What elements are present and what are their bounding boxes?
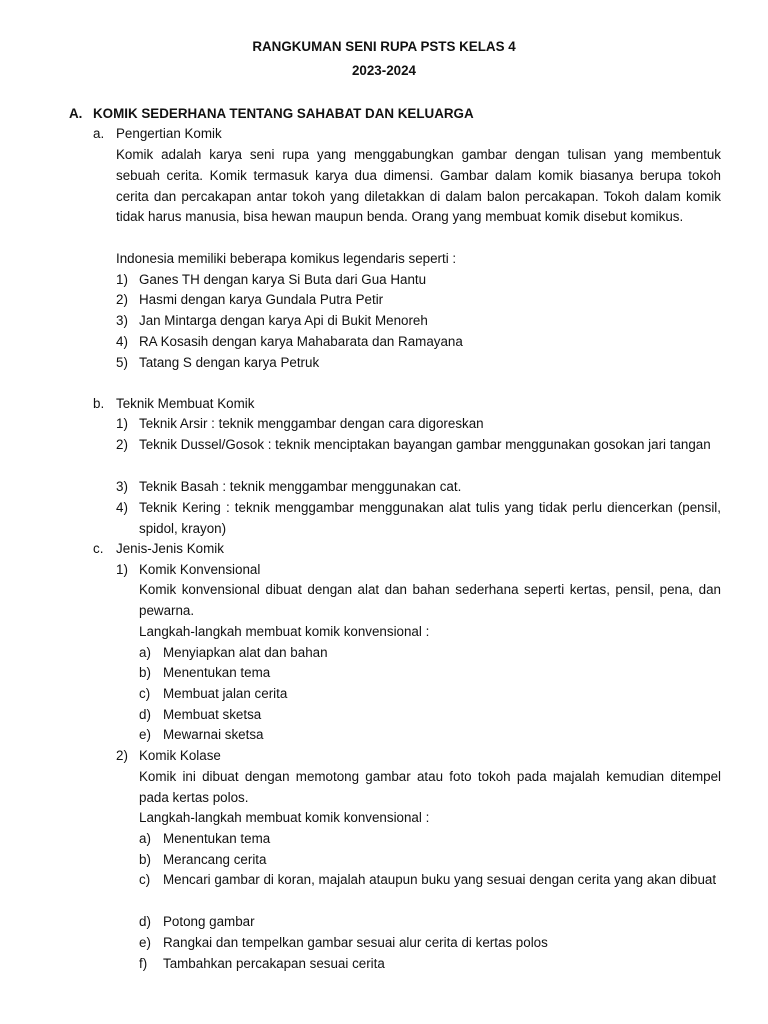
comic-type-heading: Komik Kolase bbox=[139, 748, 221, 763]
step-item: Menentukan tema bbox=[163, 665, 271, 680]
document-title: RANGKUMAN SENI RUPA PSTS KELAS 4 bbox=[252, 39, 516, 54]
sub-c-heading: Jenis-Jenis Komik bbox=[116, 541, 224, 556]
comic-artist-item: Tatang S dengan karya Petruk bbox=[139, 355, 320, 370]
step-item: Menyiapkan alat dan bahan bbox=[163, 645, 328, 660]
comic-type-heading: Komik Konvensional bbox=[139, 562, 261, 577]
comic-type-paragraph: Komik ini dibuat dengan memotong gambar atau foto tokoh pada majalah kemudian ditempel pada kertas polos. bbox=[139, 769, 721, 805]
technique-marker: 4) bbox=[116, 500, 128, 515]
comic-artist-marker: 5) bbox=[116, 355, 128, 370]
comic-type-marker: 2) bbox=[116, 748, 128, 763]
step-marker: b) bbox=[139, 665, 151, 680]
comic-artist-marker: 3) bbox=[116, 313, 128, 328]
step-marker: e) bbox=[139, 727, 151, 742]
technique-marker: 2) bbox=[116, 437, 128, 452]
document-year: 2023-2024 bbox=[351, 63, 417, 78]
comic-type-paragraph: Komik konvensional dibuat dengan alat dan bahan sederhana seperti kertas, pensil, pena, dan pewarna. bbox=[139, 582, 721, 618]
step-marker: d) bbox=[139, 707, 151, 722]
sub-a-paragraph: Komik adalah karya seni rupa yang menggabungkan gambar dengan tulisan yang membentuk sebuah cerita. Komik termasuk karya dua dimensi. Gambar dalam komik biasanya berupa tokoh cerita dan percakapan antar tokoh yang diletakkan di dalam balon percakapan. Tokoh dalam komik tidak harus manusia, bisa hewan maupun benda. Orang yang membuat komik disebut komikus. bbox=[116, 147, 721, 225]
step-item: Potong gambar bbox=[163, 914, 255, 929]
comic-artist-item: RA Kosasih dengan karya Mahabarata dan Ramayana bbox=[139, 334, 463, 349]
step-marker: c) bbox=[139, 872, 151, 887]
technique-marker: 1) bbox=[116, 416, 128, 431]
steps-intro: Langkah-langkah membuat komik konvensional : bbox=[139, 624, 430, 639]
step-item: Membuat jalan cerita bbox=[163, 686, 288, 701]
step-marker: d) bbox=[139, 914, 151, 929]
technique-item: Teknik Basah : teknik menggambar menggunakan cat. bbox=[139, 479, 462, 494]
step-item: Membuat sketsa bbox=[163, 707, 262, 722]
steps-intro: Langkah-langkah membuat komik konvensional : bbox=[139, 810, 430, 825]
section-a-heading: KOMIK SEDERHANA TENTANG SAHABAT DAN KELUARGA bbox=[93, 106, 474, 121]
sub-a-heading: Pengertian Komik bbox=[116, 126, 222, 141]
technique-item: Teknik Kering : teknik menggambar menggunakan alat tulis yang tidak perlu diencerkan (pensil, spidol, krayon) bbox=[139, 500, 721, 536]
step-marker: f) bbox=[139, 956, 148, 971]
step-item: Rangkai dan tempelkan gambar sesuai alur cerita di kertas polos bbox=[163, 935, 548, 950]
comic-artist-item: Hasmi dengan karya Gundala Putra Petir bbox=[139, 292, 384, 307]
comic-artist-marker: 2) bbox=[116, 292, 128, 307]
step-item: Merancang cerita bbox=[163, 852, 267, 867]
step-marker: a) bbox=[139, 645, 151, 660]
sub-a-intro: Indonesia memiliki beberapa komikus legendaris seperti : bbox=[116, 251, 457, 266]
step-item: Menentukan tema bbox=[163, 831, 271, 846]
comic-type-marker: 1) bbox=[116, 562, 128, 577]
comic-artist-item: Jan Mintarga dengan karya Api di Bukit Menoreh bbox=[139, 313, 428, 328]
step-marker: b) bbox=[139, 852, 151, 867]
comic-artist-marker: 4) bbox=[116, 334, 128, 349]
sub-b-marker: b. bbox=[93, 396, 105, 411]
step-item: Tambahkan percakapan sesuai cerita bbox=[163, 956, 385, 971]
technique-marker: 3) bbox=[116, 479, 128, 494]
comic-artist-item: Ganes TH dengan karya Si Buta dari Gua Hantu bbox=[139, 272, 427, 287]
sub-c-marker: c. bbox=[93, 541, 104, 556]
sub-a-marker: a. bbox=[93, 126, 105, 141]
comic-artist-marker: 1) bbox=[116, 272, 128, 287]
step-marker: e) bbox=[139, 935, 151, 950]
step-marker: a) bbox=[139, 831, 151, 846]
section-a-marker: A. bbox=[69, 106, 83, 121]
technique-item: Teknik Dussel/Gosok : teknik menciptakan bayangan gambar menggunakan gosokan jari tangan bbox=[139, 437, 711, 452]
step-marker: c) bbox=[139, 686, 151, 701]
sub-b-heading: Teknik Membuat Komik bbox=[116, 396, 255, 411]
step-item: Mencari gambar di koran, majalah ataupun buku yang sesuai dengan cerita yang akan dibuat bbox=[163, 872, 717, 887]
technique-item: Teknik Arsir : teknik menggambar dengan cara digoreskan bbox=[139, 416, 484, 431]
step-item: Mewarnai sketsa bbox=[163, 727, 264, 742]
